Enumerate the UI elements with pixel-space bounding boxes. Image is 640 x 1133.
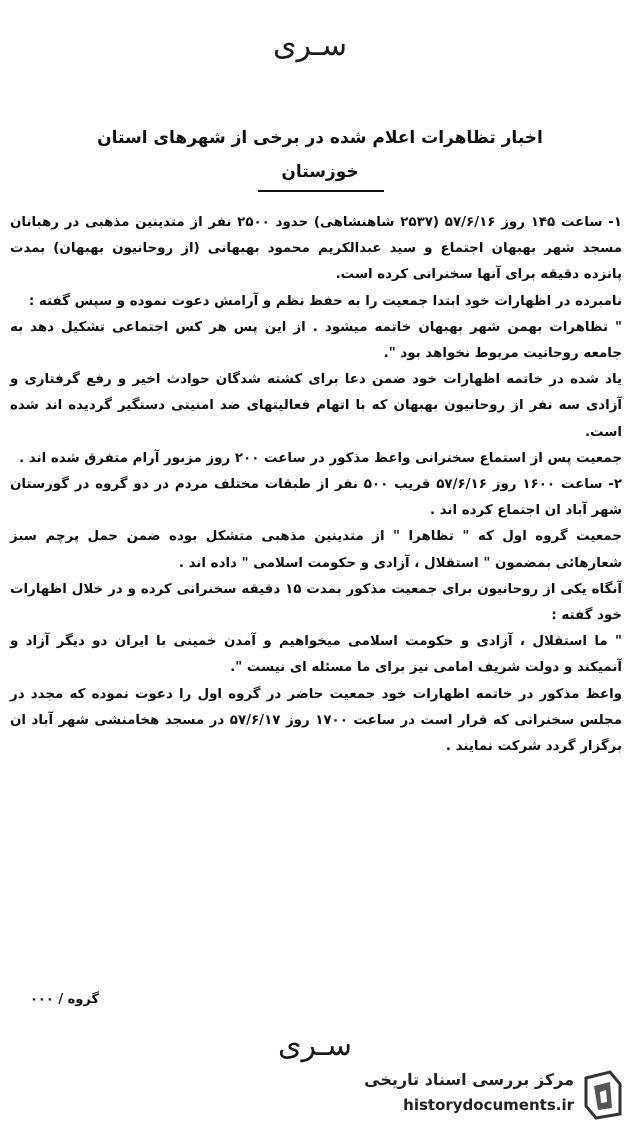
paragraph: واعظ مذکور در خاتمه اظهارات خود جمعیت حاضر در گروه اول را دعوت نموده که مجدد در مجلس سخنرانی که قرار است در ساعت ۱۷۰۰ روز ۵۷/۶/۱۷ در مسجد هخامنشی شهر آباد ان برگزار گردد شرکت نمایند . bbox=[10, 686, 622, 755]
document-subtitle: خوزستان bbox=[281, 162, 359, 182]
document-title: اخبار تظاهرات اعلام شده در برخی از شهرهای استان bbox=[97, 128, 543, 148]
paragraph: نامبرده در اظهارات خود ابتدا جمعیت را به حفظ نظم و آرامش دعوت نموده و سپس گفته : bbox=[28, 293, 622, 309]
paragraph: " تظاهرات بهمن شهر بهبهان خاتمه میشود . از این پس هر کس اجتماعی تشکیل دهد به جامعه روحانیت مربوط نخواهد بود ". bbox=[10, 319, 622, 362]
department-signature: گروه / ۰۰۰ bbox=[30, 992, 100, 1007]
classification-mark-top: سـری bbox=[273, 28, 347, 63]
paragraph: " ما استقلال ، آزادی و حکومت اسلامی میخواهیم و آمدن خمینی با ایران دو دیگر آزاد و آنمیکند و دولت شریف امامی نیز برای ما مسئله ای نیست ". bbox=[10, 634, 622, 676]
watermark-url: historydocuments.ir bbox=[403, 1096, 574, 1114]
archive-watermark bbox=[348, 1066, 628, 1126]
paragraph: ۱- ساعت ۱۴۵ روز ۵۷/۶/۱۶ (۲۵۳۷ شاهنشاهی) حدود ۲۵۰۰ نفر از متدینین مذهبی در رهبانان مسجد شهر بهبهان اجتماع و سید عبدالکریم محمود بهبهانی (از روحانیون بهبهان) بمدت پانزده دقیقه برای آنها سخنرانی کرده است. bbox=[10, 215, 622, 283]
archive-logo-icon bbox=[580, 1070, 626, 1120]
paragraph: جمعیت پس از استماع سخنرانی واعظ مذکور در ساعت ۲۰۰ روز مزبور آرام متفرق شده اند . bbox=[19, 450, 622, 466]
paragraph: ۲- ساعت ۱۶۰۰ روز ۵۷/۶/۱۶ قریب ۵۰۰ نفر از طبقات مختلف مردم در دو گروه در گورستان شهر آباد ان اجتماع کرده اند . bbox=[10, 477, 622, 519]
paragraph: جمعیت گروه اول که " تظاهرا " از متدینین مذهبی متشکل بوده ضمن حمل پرچم سبز شعارهائی بمضمون " استقلال ، آزادی و حکومت اسلامی " داده اند . bbox=[10, 529, 622, 571]
paragraph: یاد شده در خاتمه اظهارات خود ضمن دعا برای کشته شدگان حوادث اخیر و رفع گرفتاری و آزادی سه نفر از روحانیون بهبهان که با اتهام فعالیتهای ضد امنیتی دستگیر گردیده اند شده است. bbox=[10, 372, 622, 440]
subtitle-underline bbox=[258, 190, 384, 192]
document-body bbox=[10, 210, 622, 760]
classification-mark-bottom: سـری bbox=[278, 1028, 352, 1063]
paragraph: آنگاه یکی از روحانیون برای جمعیت مذکور بمدت ۱۵ دقیقه سخنرانی کرده و در خلال اظهارات خود گفته : bbox=[10, 581, 622, 624]
watermark-org-name: مرکز بررسی اسناد تاریخی bbox=[364, 1070, 574, 1089]
